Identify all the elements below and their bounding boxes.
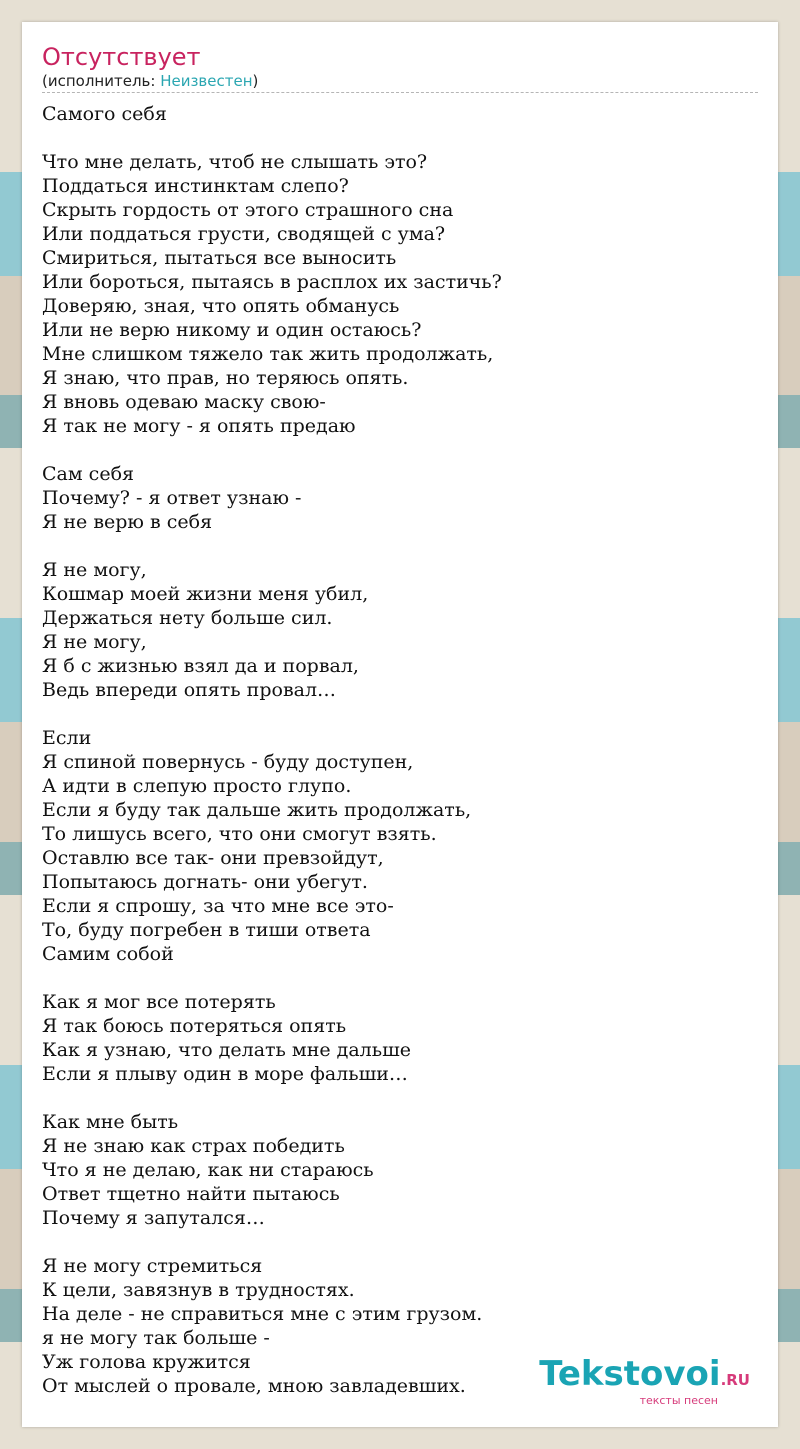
- lyrics-text: Самого себя Что мне делать, чтоб не слышать это? Поддаться инстинктам слепо? Скрыть гордость от этого страшного сна Или поддаться грусти, сводящей с ума? Смириться, пытаться все выносить Или бороться, пытаясь в расплох их застичь? Доверяю, зная, что опять обманусь Или не верю никому и один остаюсь? Мне слишком тяжело так жить продолжать, Я знаю, что прав, но теряюсь опять. Я вновь одеваю маску свою- Я так не могу - я опять предаю Сам себя Почему? - я ответ узнаю - Я не верю в себя Я не могу, Кошмар моей жизни меня убил, Держаться нету больше сил. Я не могу, Я б с жизнью взял да и порвал, Ведь впереди опять провал… Если Я спиной повернусь - буду доступен, А идти в слепую просто глупо. Если я буду так дальше жить продолжать, То лишусь всего, что они смогут взять. Оставлю все так- они превзойдут, Попытаюсь догнать- они убегут. Если я спрошу, за что мне все это- То, буду погребен в тиши ответа Самим собой Как я мог все потерять Я так боюсь потеряться опять Как я узнаю, что делать мне дальше Если я плыву один в море фальши… Как мне быть Я не знаю как страх победить Что я не делаю, как ни стараюсь Ответ тщетно найти пытаюсь Почему я запутался… Я не могу стремиться К цели, завязнув в трудностях. На деле - не справиться мне с этим грузом. я не могу так больше - Уж голова кружится От мыслей о провале, мною завладевших.: [42, 103, 502, 1397]
- logo-wordmark: [539, 1356, 750, 1398]
- lyrics-card: [22, 22, 778, 1427]
- artist-suffix: ): [252, 72, 259, 90]
- logo-name: Tekstovoi: [539, 1354, 721, 1394]
- artist-prefix: (исполнитель:: [42, 72, 161, 90]
- artist-link[interactable]: Неизвестен: [160, 72, 253, 90]
- site-logo[interactable]: [539, 1356, 750, 1407]
- logo-tld: .RU: [720, 1371, 750, 1389]
- artist-line: [42, 72, 758, 93]
- song-title: Отсутствует: [42, 43, 201, 71]
- logo-tagline: тексты песен: [639, 1394, 718, 1407]
